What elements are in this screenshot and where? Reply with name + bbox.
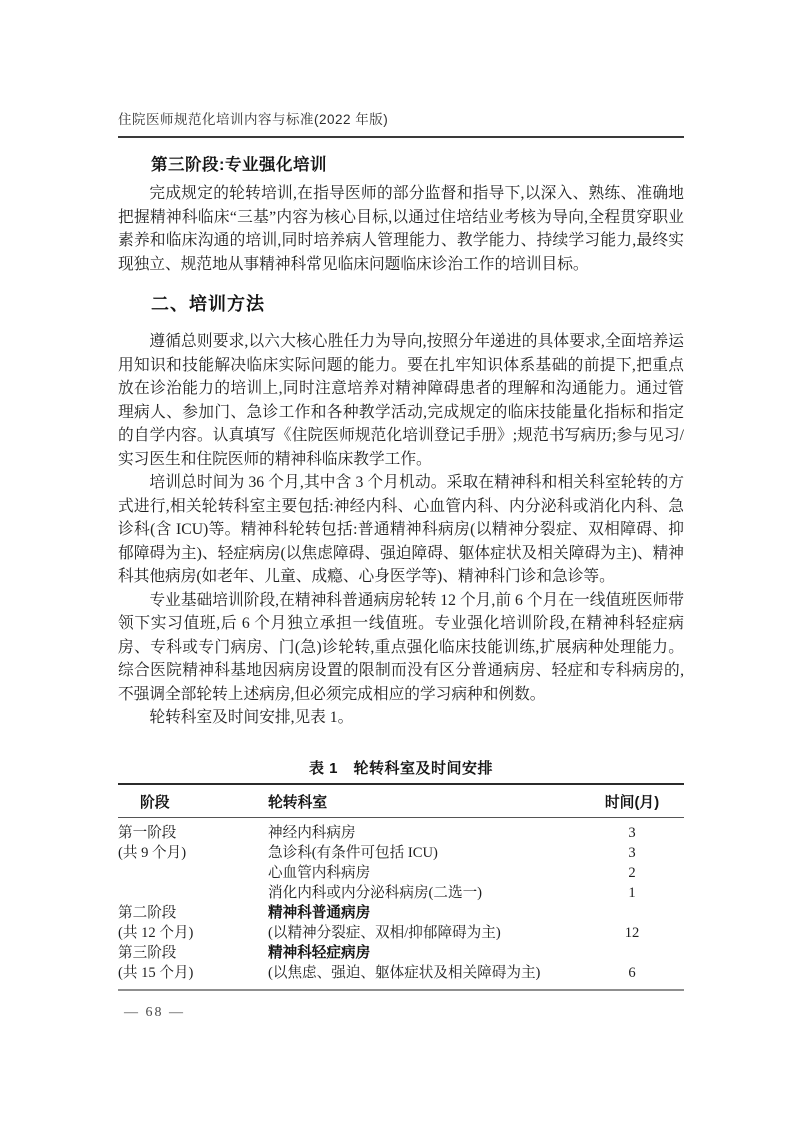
months-cell: 3 bbox=[628, 844, 636, 861]
table-row bbox=[118, 863, 684, 883]
table-row bbox=[118, 923, 684, 943]
stage-cell bbox=[118, 863, 268, 883]
body-paragraph: 遵循总则要求,以六大核心胜任力为导向,按照分年递进的具体要求,全面培养运用知识和技能解决临床实际问题的能力。要在扎牢知识体系基础的前提下,把重点放在诊治能力的培训上,同时注意培养对精神障碍患者的理解和沟通能力。通过管理病人、参加门、急诊工作和各种教学活动,完成规定的临床技能量化指标和指定的自学内容。认真填写《住院医师规范化培训登记手册》;规范书写病历;参与见习/实习医生和住院医师的精神科临床教学工作。 bbox=[118, 333, 684, 468]
page-number: — 68 — bbox=[124, 1004, 185, 1020]
dept-cell: (以焦虑、强迫、躯体症状及相关障碍为主) bbox=[268, 964, 541, 981]
dept-cell: 神经内科病房 bbox=[268, 824, 356, 841]
table-row bbox=[118, 903, 684, 923]
stage-cell: 第三阶段 bbox=[118, 944, 177, 961]
stage-cell bbox=[118, 883, 268, 903]
stage-heading: 第三阶段:专业强化培训 bbox=[151, 156, 327, 174]
dept-cell: 心血管内科病房 bbox=[268, 864, 371, 881]
table-row bbox=[118, 817, 684, 843]
stage-cell: (共 9 个月) bbox=[118, 844, 187, 861]
months-cell bbox=[580, 943, 684, 963]
months-cell: 3 bbox=[628, 824, 636, 841]
header-rule bbox=[118, 136, 684, 138]
body-paragraph: 专业基础培训阶段,在精神科普通病房轮转 12 个月,前 6 个月在一线值班医师带领下实习值班,后 6 个月独立承担一线值班。专业强化培训阶段,在精神科轻症病房、专科或专门病房、门(急)诊轮转,重点强化临床技能训练,扩展病种处理能力。综合医院精神科基地因病房设置的限制而没有区分普通病房、轻症和专科病房的,不强调全部轮转上述病房,但必须完成相应的学习病种和例数。 bbox=[118, 591, 684, 703]
months-cell: 2 bbox=[628, 864, 636, 881]
column-header-months: 时间(月) bbox=[580, 784, 684, 818]
table-row bbox=[118, 943, 684, 963]
body-paragraph: 轮转科室及时间安排,见表 1。 bbox=[149, 709, 354, 726]
dept-cell: 精神科轻症病房 bbox=[268, 944, 371, 961]
table-row bbox=[118, 843, 684, 863]
stage-cell: (共 15 个月) bbox=[118, 964, 194, 981]
table-caption: 表 1 轮转科室及时间安排 bbox=[308, 759, 493, 777]
table-row bbox=[118, 883, 684, 903]
dept-cell: 精神科普通病房 bbox=[268, 904, 371, 921]
months-cell: 12 bbox=[624, 924, 640, 941]
dept-cell: (以精神分裂症、双相/抑郁障碍为主) bbox=[268, 924, 501, 941]
section-heading-training-methods: 二、培训方法 bbox=[151, 294, 265, 314]
stage-cell: 第一阶段 bbox=[118, 824, 177, 841]
months-cell bbox=[580, 903, 684, 923]
rotation-table-block bbox=[118, 757, 684, 991]
months-cell: 1 bbox=[628, 884, 636, 901]
dept-cell: 急诊科(有条件可包括 ICU) bbox=[268, 844, 438, 861]
table-header-row bbox=[118, 784, 684, 818]
body-paragraph: 培训总时间为 36 个月,其中含 3 个月机动。采取在精神科和相关科室轮转的方式进行,相关轮转科室主要包括:神经内科、心血管内科、内分泌科或消化内科、急诊科(含 ICU)等。精神科轮转包括:普通精神科病房(以精神分裂症、双相障碍、抑郁障碍为主)、轻症病房(以焦虑障碍、强迫障碍、躯体症状及相关障碍为主)、精神科其他病房(如老年、儿童、成瘾、心身医学等)、精神科门诊和急诊等。 bbox=[118, 474, 684, 585]
running-head: 住院医师规范化培训内容与标准(2022 年版) bbox=[118, 112, 389, 127]
months-cell: 6 bbox=[628, 964, 636, 981]
rotation-schedule-table bbox=[118, 783, 684, 991]
dept-cell: 消化内科或内分泌科病房(二选一) bbox=[268, 884, 483, 901]
stage-paragraph: 完成规定的轮转培训,在指导医师的部分监督和指导下,以深入、熟练、准确地把握精神科临床“三基”内容为核心目标,以通过住培结业考核为导向,全程贯穿职业素养和临床沟通的培训,同时培养病人管理能力、教学能力、持续学习能力,最终实现独立、规范地从事精神科常见临床问题临床诊治工作的培训目标。 bbox=[118, 185, 684, 273]
stage-cell: 第二阶段 bbox=[118, 904, 177, 921]
table-row bbox=[118, 963, 684, 990]
column-header-stage: 阶段 bbox=[118, 784, 268, 818]
stage-cell: (共 12 个月) bbox=[118, 924, 194, 941]
column-header-department: 轮转科室 bbox=[268, 784, 580, 818]
